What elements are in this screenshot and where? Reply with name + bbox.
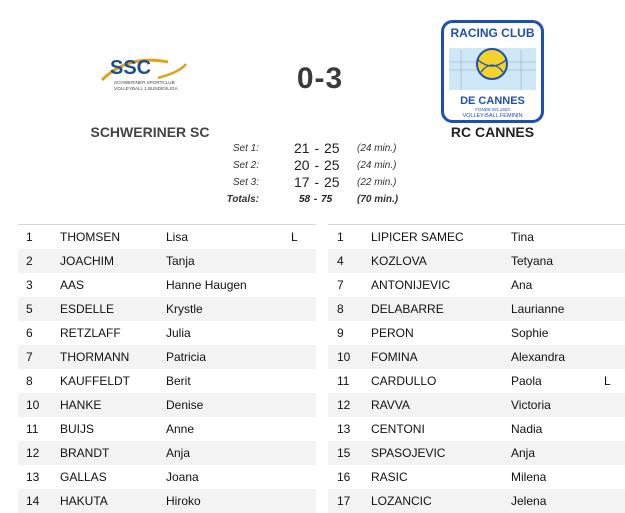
- player-last-name: ANTONIJEVIC: [371, 278, 451, 292]
- player-row: [18, 297, 316, 321]
- set-score: 20 - 25: [294, 157, 340, 173]
- home-team-logo: [98, 50, 190, 96]
- player-first-name: Hanne Haugen: [166, 278, 247, 292]
- totals-row: [226, 191, 426, 208]
- player-number: 7: [26, 350, 33, 364]
- player-last-name: KAUFFELDT: [60, 374, 131, 388]
- player-first-name: Krystle: [166, 302, 203, 316]
- player-number: 2: [26, 254, 33, 268]
- player-last-name: KOZLOVA: [371, 254, 427, 268]
- svg-text:VOLLEY-BALL FEMININ: VOLLEY-BALL FEMININ: [462, 113, 523, 119]
- set-label: Set 3:: [232, 177, 259, 188]
- player-row: [328, 393, 625, 417]
- player-last-name: GALLAS: [60, 470, 107, 484]
- player-row: [328, 321, 625, 345]
- player-row: [18, 249, 316, 273]
- player-last-name: SPASOJEVIC: [371, 446, 446, 460]
- player-last-name: HAKUTA: [60, 494, 108, 508]
- player-number: 12: [337, 398, 351, 412]
- player-first-name: Victoria: [511, 398, 551, 412]
- player-last-name: BUIJS: [60, 422, 95, 436]
- player-row: [328, 369, 625, 393]
- player-last-name: FOMINA: [371, 350, 418, 364]
- player-last-name: DELABARRE: [371, 302, 444, 316]
- player-first-name: Milena: [511, 470, 547, 484]
- set-scores: [226, 140, 426, 208]
- home-team-name: SCHWERINER SC: [90, 124, 210, 140]
- player-last-name: LIPICER SAMEC: [371, 230, 464, 244]
- player-first-name: Tetyana: [511, 254, 554, 268]
- player-first-name: Tanja: [166, 254, 195, 268]
- svg-text:SSC: SSC: [110, 57, 152, 79]
- svg-text:SCHWERINER SPORTCLUB: SCHWERINER SPORTCLUB: [114, 80, 175, 85]
- match-score: 0-3: [296, 62, 344, 95]
- player-number: 12: [26, 446, 40, 460]
- player-first-name: Laurianne: [511, 302, 565, 316]
- player-last-name: PERON: [371, 326, 414, 340]
- set-duration: (24 min.): [357, 143, 397, 154]
- set-row: [226, 174, 426, 191]
- set-score: 21 - 25: [294, 140, 340, 156]
- player-row: [18, 417, 316, 441]
- player-first-name: Lisa: [166, 230, 189, 244]
- player-role: L: [291, 230, 298, 244]
- away-team-logo: [441, 20, 544, 123]
- home-roster: [18, 224, 316, 513]
- player-row: [18, 393, 316, 417]
- player-number: 13: [337, 422, 351, 436]
- player-last-name: THORMANN: [60, 350, 130, 364]
- player-number: 13: [26, 470, 40, 484]
- svg-text:RACING CLUB: RACING CLUB: [450, 26, 535, 40]
- player-number: 16: [337, 470, 351, 484]
- away-team-name: RC CANNES: [450, 124, 535, 140]
- totals-duration: (70 min.): [357, 194, 399, 205]
- player-number: 17: [337, 494, 351, 508]
- player-first-name: Denise: [166, 398, 204, 412]
- player-row: [328, 273, 625, 297]
- player-row: [18, 321, 316, 345]
- player-number: 10: [337, 350, 351, 364]
- set-row: [226, 157, 426, 174]
- player-number: 3: [26, 278, 33, 292]
- player-first-name: Paola: [511, 374, 542, 388]
- player-last-name: CENTONI: [371, 422, 425, 436]
- player-first-name: Berit: [166, 374, 191, 388]
- player-row: [328, 441, 625, 465]
- player-row: [18, 369, 316, 393]
- player-row: [18, 345, 316, 369]
- player-last-name: JOACHIM: [60, 254, 114, 268]
- player-row: [18, 465, 316, 489]
- svg-text:DE CANNES: DE CANNES: [460, 95, 525, 107]
- player-row: [328, 465, 625, 489]
- svg-text:VOLLEYBALL 1.BUNDESLIGA: VOLLEYBALL 1.BUNDESLIGA: [114, 86, 178, 91]
- player-number: 8: [337, 302, 344, 316]
- player-row: [18, 489, 316, 513]
- player-first-name: Hiroko: [166, 494, 201, 508]
- player-row: [328, 249, 625, 273]
- player-row: [328, 297, 625, 321]
- player-number: 1: [26, 230, 33, 244]
- player-row: [18, 225, 316, 249]
- player-first-name: Joana: [166, 470, 199, 484]
- player-row: [328, 345, 625, 369]
- player-number: 11: [337, 374, 350, 388]
- svg-text:FONDE EN 1923: FONDE EN 1923: [475, 107, 510, 112]
- player-first-name: Julia: [166, 326, 191, 340]
- player-number: 1: [337, 230, 344, 244]
- player-number: 9: [337, 326, 344, 340]
- set-label: Set 1:: [232, 143, 259, 154]
- player-last-name: LOZANCIC: [371, 494, 432, 508]
- player-number: 7: [337, 278, 344, 292]
- player-first-name: Jelena: [511, 494, 547, 508]
- player-last-name: RETZLAFF: [60, 326, 121, 340]
- player-first-name: Nadia: [511, 422, 543, 436]
- player-last-name: RASIC: [371, 470, 408, 484]
- player-last-name: AAS: [60, 278, 85, 292]
- set-score: 17 - 25: [294, 174, 340, 190]
- player-number: 10: [26, 398, 40, 412]
- totals-label: Totals:: [226, 194, 259, 205]
- player-role: L: [604, 374, 611, 388]
- set-duration: (24 min.): [357, 160, 397, 171]
- player-row: [328, 489, 625, 513]
- player-last-name: RAVVA: [371, 398, 410, 412]
- player-first-name: Patricia: [166, 350, 207, 364]
- player-last-name: THOMSEN: [60, 230, 120, 244]
- player-row: [328, 417, 625, 441]
- player-last-name: CARDULLO: [371, 374, 437, 388]
- player-first-name: Anja: [166, 446, 191, 460]
- player-last-name: ESDELLE: [60, 302, 115, 316]
- player-number: 6: [26, 326, 33, 340]
- player-row: [18, 441, 316, 465]
- player-number: 15: [337, 446, 351, 460]
- player-first-name: Sophie: [511, 326, 549, 340]
- player-last-name: HANKE: [60, 398, 102, 412]
- player-first-name: Tina: [511, 230, 534, 244]
- player-first-name: Anja: [511, 446, 536, 460]
- player-number: 14: [26, 494, 40, 508]
- set-duration: (22 min.): [357, 177, 397, 188]
- set-row: [226, 140, 426, 157]
- player-first-name: Anne: [166, 422, 195, 436]
- totals-score: 58 - 75: [299, 194, 333, 205]
- set-label: Set 2:: [232, 160, 259, 171]
- player-number: 5: [26, 302, 33, 316]
- away-roster: [328, 224, 625, 513]
- player-row: [18, 273, 316, 297]
- player-number: 11: [26, 422, 39, 436]
- player-first-name: Alexandra: [511, 350, 566, 364]
- player-number: 4: [337, 254, 344, 268]
- player-row: [328, 225, 625, 249]
- player-number: 8: [26, 374, 33, 388]
- player-first-name: Ana: [511, 278, 533, 292]
- player-last-name: BRANDT: [60, 446, 110, 460]
